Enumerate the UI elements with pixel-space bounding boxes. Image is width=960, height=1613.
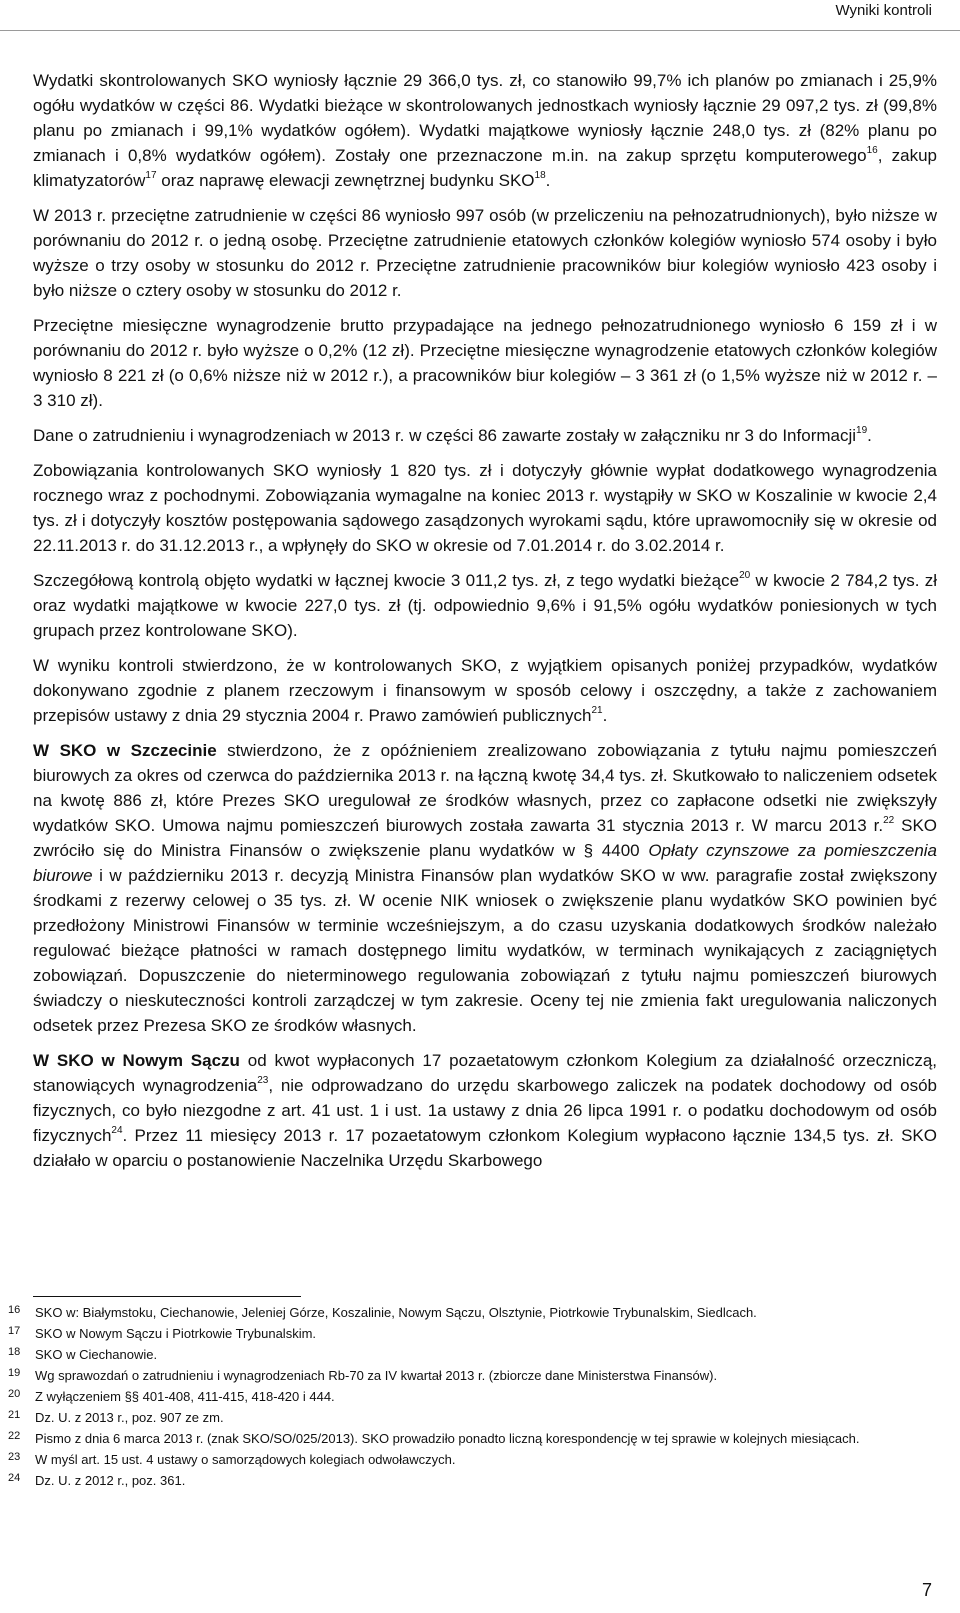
footnote-ref-23[interactable]: 23	[257, 1075, 269, 1087]
footnote-number: 22	[8, 1430, 21, 1442]
italic-budget-item: Opłaty czynszowe za pomieszczenia biurowe	[33, 841, 938, 885]
footnote-ref-22[interactable]: 22	[883, 815, 895, 827]
footnote-ref-17[interactable]: 17	[145, 170, 157, 182]
paragraph-detailed-control: Szczegółową kontrolą objęto wydatki w łącznej kwocie 3 011,2 tys. zł, z tego wydatki bieżące$^{20}$ w kwocie 2 784,2 tys. zł oraz wydatki majątkowe w kwocie 227,0 tys. zł (tj. odpowiednio 9,6% i 91,5% ogółu wydatków poniesionych w tych grupach przez kontrolowane SKO).	[33, 570, 937, 640]
running-header: Wyniki kontroli	[835, 2, 932, 19]
footnote-18	[8, 1346, 933, 1363]
bold-heading-szczecin: W SKO w Szczecinie	[33, 741, 217, 760]
footnote-16	[8, 1304, 933, 1321]
footnote-number: 17	[8, 1325, 21, 1337]
footnote-number: 21	[8, 1409, 21, 1421]
footnotes	[8, 1304, 933, 1493]
footnote-number: 20	[8, 1388, 21, 1400]
footnote-text: Pismo z dnia 6 marca 2013 r. (znak SKO/SO/025/2013). SKO prowadziło ponadto liczną korespondencję w tej sprawie w kolejnych miesiącach.	[35, 1431, 860, 1446]
footnote-ref-19[interactable]: 19	[856, 425, 868, 437]
footnote-number: 18	[8, 1346, 21, 1358]
page-number: 7	[921, 1580, 932, 1600]
footnote-22	[8, 1430, 933, 1447]
paragraph-szczecin: W SKO w Szczecinie stwierdzono, że z opóźnieniem zrealizowano zobowiązania z tytułu najmu pomieszczeń biurowych za okres od czerwca do października 2013 r. na łączną kwotę 34,4 tys. zł. Skutkowało to naliczeniem odsetek na kwotę 886 zł, które Prezes SKO uregulował ze środków własnych, przez co zapłacone odsetki nie zwiększyły wydatków SKO. Umowa najmu pomieszczeń biurowych została zawarta 31 stycznia 2013 r. W marcu 2013 r.$^{22}$ SKO zwróciło się do Ministra Finansów o zwiększenie planu wydatków w § 4400 Opłaty czynszowe za pomieszczenia biurowe i w październiku 2013 r. decyzją Ministra Finansów plan wydatków SKO w ww. paragrafie został zwiększony środkami z rezerwy celowej o 35 tys. zł. W ocenie NIK wniosek o zwiększenie planu wydatków SKO powinien być przedłożony Ministrowi Finansów w terminie wcześniejszym, a do czasu uzyskania dodatkowych środków należało regulować bieżące płatności w ramach dostępnego limitu wydatków, w terminach wynikających z zaciągniętych zobowiązań. Dopuszczenie do nieterminowego regulowania zobowiązań z tytułu najmu pomieszczeń biurowych świadczy o nieskuteczności kontroli zarządczej w tym zakresie. Oceny tej nie zmienia fakt uregulowania naliczonych odsetek przez Prezesa SKO ze środków własnych.	[33, 741, 938, 1035]
footnote-21	[8, 1409, 933, 1426]
footnote-ref-20[interactable]: 20	[739, 570, 751, 582]
paragraph-salaries: Przeciętne miesięczne wynagrodzenie brutto przypadające na jednego pełnozatrudnionego wyniosło 6 159 zł i w porównaniu do 2012 r. było wyższe o 0,2% (12 zł). Przeciętne miesięczne wynagrodzenie etatowych członków kolegiów wyniosło 8 221 zł (o 0,6% niższe niż w 2012 r.), a pracowników biur kolegiów – 3 361 zł (o 1,5% wyższe niż w 2012 r. – 3 310 zł).	[33, 316, 937, 410]
footnote-20	[8, 1388, 933, 1405]
footnote-19	[8, 1367, 933, 1384]
paragraph-expenditures: Wydatki skontrolowanych SKO wyniosły łącznie 29 366,0 tys. zł, co stanowiło 99,7% ich planów po zmianach i 25,9% ogółu wydatków w części 86. Wydatki bieżące w skontrolowanych jednostkach wyniosły łącznie 29 097,2 tys. zł (99,8% planu po zmianach i 99,1% wydatków ogółem). Wydatki majątkowe wyniosły łącznie 248,0 tys. zł (82% planu po zmianach i 0,8% wydatków ogółem). Zostały one przeznaczone m.in. na zakup sprzętu komputerowego$^{16}$, zakup klimatyzatorów$^{17}$ oraz naprawę elewacji zewnętrznej budynku SKO$^{18}$.	[33, 71, 937, 190]
paragraph-nowy-sacz: W SKO w Nowym Sączu od kwot wypłaconych 17 pozaetatowym członkom Kolegium za działalność orzeczniczą, stanowiących wynagrodzenia$^{23}$, nie odprowadzano do urzędu skarbowego zaliczek na podatek dochodowy od osób fizycznych, co było niezgodne z art. 41 ust. 1 i ust. 1a ustawy z dnia 26 lipca 1991 r. o podatku dochodowym od osób fizycznych$^{24}$. Przez 11 miesięcy 2013 r. 17 pozaetatowym członkom Kolegium wypłacono łącznie 134,5 tys. zł. SKO działało w oparciu o postanowienie Naczelnika Urzędu Skarbowego	[33, 1051, 938, 1170]
main-content	[33, 68, 937, 1183]
footnote-17	[8, 1325, 933, 1342]
paragraph-control-findings: W wyniku kontroli stwierdzono, że w kontrolowanych SKO, z wyjątkiem opisanych poniżej przypadków, wydatków dokonywano zgodnie z planem rzeczowym i finansowym w sposób celowy i oszczędny, a także z zachowaniem przepisów ustawy z dnia 29 stycznia 2004 r. Prawo zamówień publicznych$^{21}$.	[33, 656, 937, 725]
footnote-ref-24[interactable]: 24	[111, 1125, 123, 1137]
header-divider	[0, 30, 960, 31]
bold-heading-nowy-sacz: W SKO w Nowym Sączu	[33, 1051, 240, 1070]
footnote-24	[8, 1472, 933, 1489]
footnote-number: 24	[8, 1472, 21, 1484]
footnote-divider	[33, 1296, 301, 1297]
footnote-number: 23	[8, 1451, 21, 1463]
paragraph-employment: W 2013 r. przeciętne zatrudnienie w części 86 wyniosło 997 osób (w przeliczeniu na pełnozatrudnionych), było niższe w porównaniu do 2012 r. o jedną osobę. Przeciętne zatrudnienie etatowych członków kolegiów wyniosło 574 osoby i było wyższe o trzy osoby w stosunku do 2012 r. Przeciętne zatrudnienie pracowników biur kolegiów wyniosło 423 osoby i było niższe o cztery osoby w stosunku do 2012 r.	[33, 206, 937, 300]
footnote-text: Wg sprawozdań o zatrudnieniu i wynagrodzeniach Rb-70 za IV kwartał 2013 r. (zbiorcze dane Ministerstwa Finansów).	[35, 1368, 718, 1383]
footnote-text: SKO w: Białymstoku, Ciechanowie, Jeleniej Górze, Koszalinie, Nowym Sączu, Olsztynie, Piotrkowie Trybunalskim, Siedlcach.	[35, 1305, 757, 1320]
footnote-text: Z wyłączeniem §§ 401-408, 411-415, 418-420 i 444.	[35, 1389, 335, 1404]
footnote-ref-21[interactable]: 21	[591, 705, 603, 717]
paragraph-employment-data: Dane o zatrudnieniu i wynagrodzeniach w 2013 r. w części 86 zawarte zostały w załączniku nr 3 do Informacji$^{19}$.	[33, 425, 872, 445]
footnote-number: 19	[8, 1367, 21, 1379]
footnote-number: 16	[8, 1304, 21, 1316]
footnote-text: Dz. U. z 2012 r., poz. 361.	[35, 1473, 186, 1488]
footnote-text: SKO w Nowym Sączu i Piotrkowie Trybunalskim.	[35, 1326, 317, 1341]
footnote-text: Dz. U. z 2013 r., poz. 907 ze zm.	[35, 1410, 224, 1425]
paragraph-liabilities: Zobowiązania kontrolowanych SKO wyniosły 1 820 tys. zł i dotyczyły głównie wypłat dodatkowego wynagrodzenia rocznego wraz z pochodnymi. Zobowiązania wymagalne na koniec 2013 r. wystąpiły w SKO w Koszalinie w kwocie 2,4 tys. zł i dotyczyły kosztów postępowania sądowego zasądzonych wyrokami sądu, które uprawomocniły się w okresie od 22.11.2013 r. do 31.12.2013 r., a wpłynęły do SKO w okresie od 7.01.2014 r. do 3.02.2014 r.	[33, 461, 937, 555]
footnote-ref-18[interactable]: 18	[534, 170, 546, 182]
footnote-23	[8, 1451, 933, 1468]
footnote-text: W myśl art. 15 ust. 4 ustawy o samorządowych kolegiach odwoławczych.	[35, 1452, 456, 1467]
footnote-ref-16[interactable]: 16	[866, 145, 878, 157]
footnote-text: SKO w Ciechanowie.	[35, 1347, 158, 1362]
